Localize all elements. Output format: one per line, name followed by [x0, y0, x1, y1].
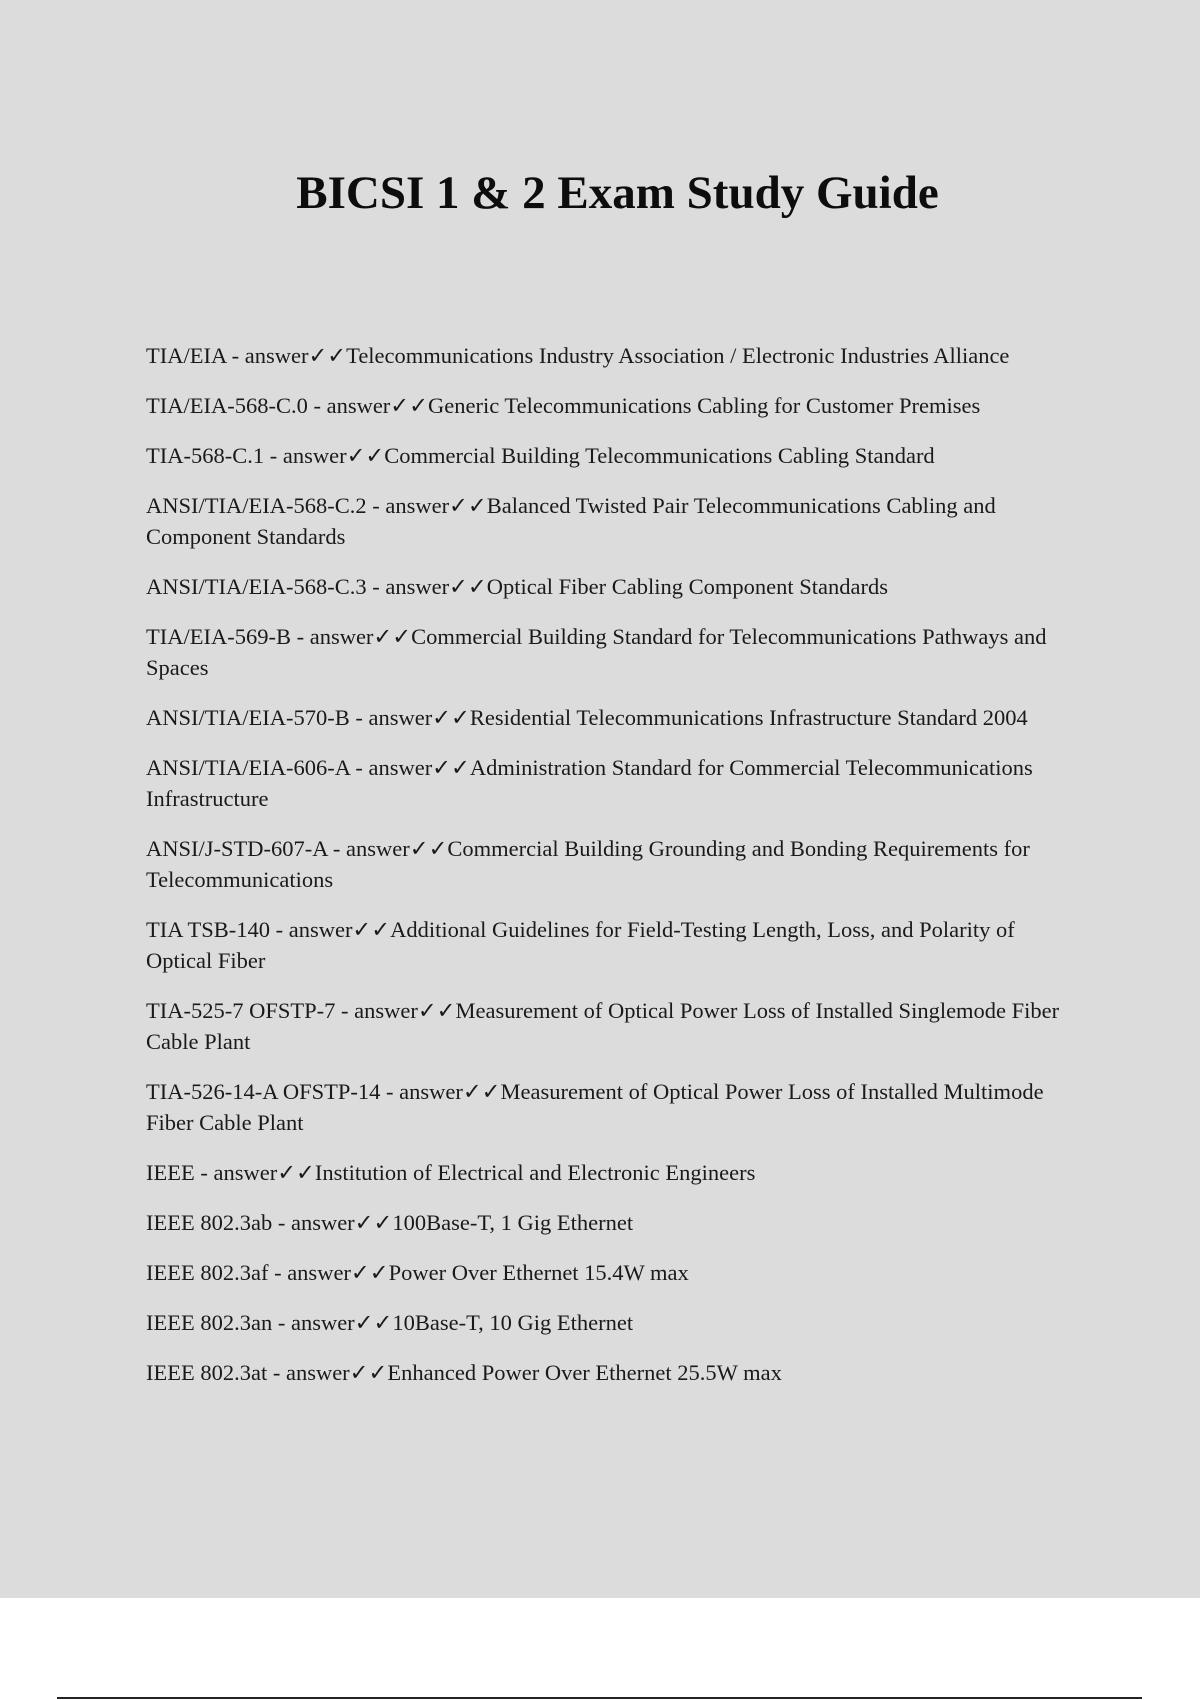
study-entry: IEEE 802.3an - answer✓✓10Base-T, 10 Gig Ethernet: [146, 1310, 634, 1335]
study-entry: TIA/EIA - answer✓✓Telecommunications Industry Association / Electronic Industries Alliance: [146, 343, 1010, 368]
study-entry: ANSI/TIA/EIA-568-C.3 - answer✓✓Optical Fiber Cabling Component Standards: [146, 574, 888, 599]
study-entry: TIA/EIA-568-C.0 - answer✓✓Generic Telecommunications Cabling for Customer Premises: [146, 393, 981, 418]
study-entry: IEEE 802.3at - answer✓✓Enhanced Power Over Ethernet 25.5W max: [146, 1360, 782, 1385]
study-entry: IEEE - answer✓✓Institution of Electrical and Electronic Engineers: [146, 1160, 756, 1185]
study-entry: TIA-568-C.1 - answer✓✓Commercial Building Telecommunications Cabling Standard: [146, 443, 935, 468]
study-entry: TIA-525-7 OFSTP-7 - answer✓✓Measurement of Optical Power Loss of Installed Singlemode Fiber Cable Plant: [146, 998, 1060, 1054]
study-entries-list: [146, 340, 1086, 1407]
study-entry: IEEE 802.3af - answer✓✓Power Over Ethernet 15.4W max: [146, 1260, 689, 1285]
study-entry: ANSI/TIA/EIA-568-C.2 - answer✓✓Balanced Twisted Pair Telecommunications Cabling and Component Standards: [146, 493, 996, 549]
study-entry: ANSI/TIA/EIA-606-A - answer✓✓Administration Standard for Commercial Telecommunications Infrastructure: [146, 755, 1033, 811]
study-entry: TIA TSB-140 - answer✓✓Additional Guidelines for Field-Testing Length, Loss, and Polarity of Optical Fiber: [146, 917, 1015, 973]
page-title: BICSI 1 & 2 Exam Study Guide: [296, 167, 939, 219]
study-entry: TIA-526-14-A OFSTP-14 - answer✓✓Measurement of Optical Power Loss of Installed Multimode Fiber Cable Plant: [146, 1079, 1044, 1135]
study-entry: ANSI/J-STD-607-A - answer✓✓Commercial Building Grounding and Bonding Requirements for Telecommunications: [146, 836, 1030, 892]
footer-divider: [57, 1697, 1142, 1699]
study-entry: IEEE 802.3ab - answer✓✓100Base-T, 1 Gig Ethernet: [146, 1210, 634, 1235]
study-entry: ANSI/TIA/EIA-570-B - answer✓✓Residential Telecommunications Infrastructure Standard 2004: [146, 705, 1028, 730]
study-entry: TIA/EIA-569-B - answer✓✓Commercial Building Standard for Telecommunications Pathways and Spaces: [146, 624, 1047, 680]
